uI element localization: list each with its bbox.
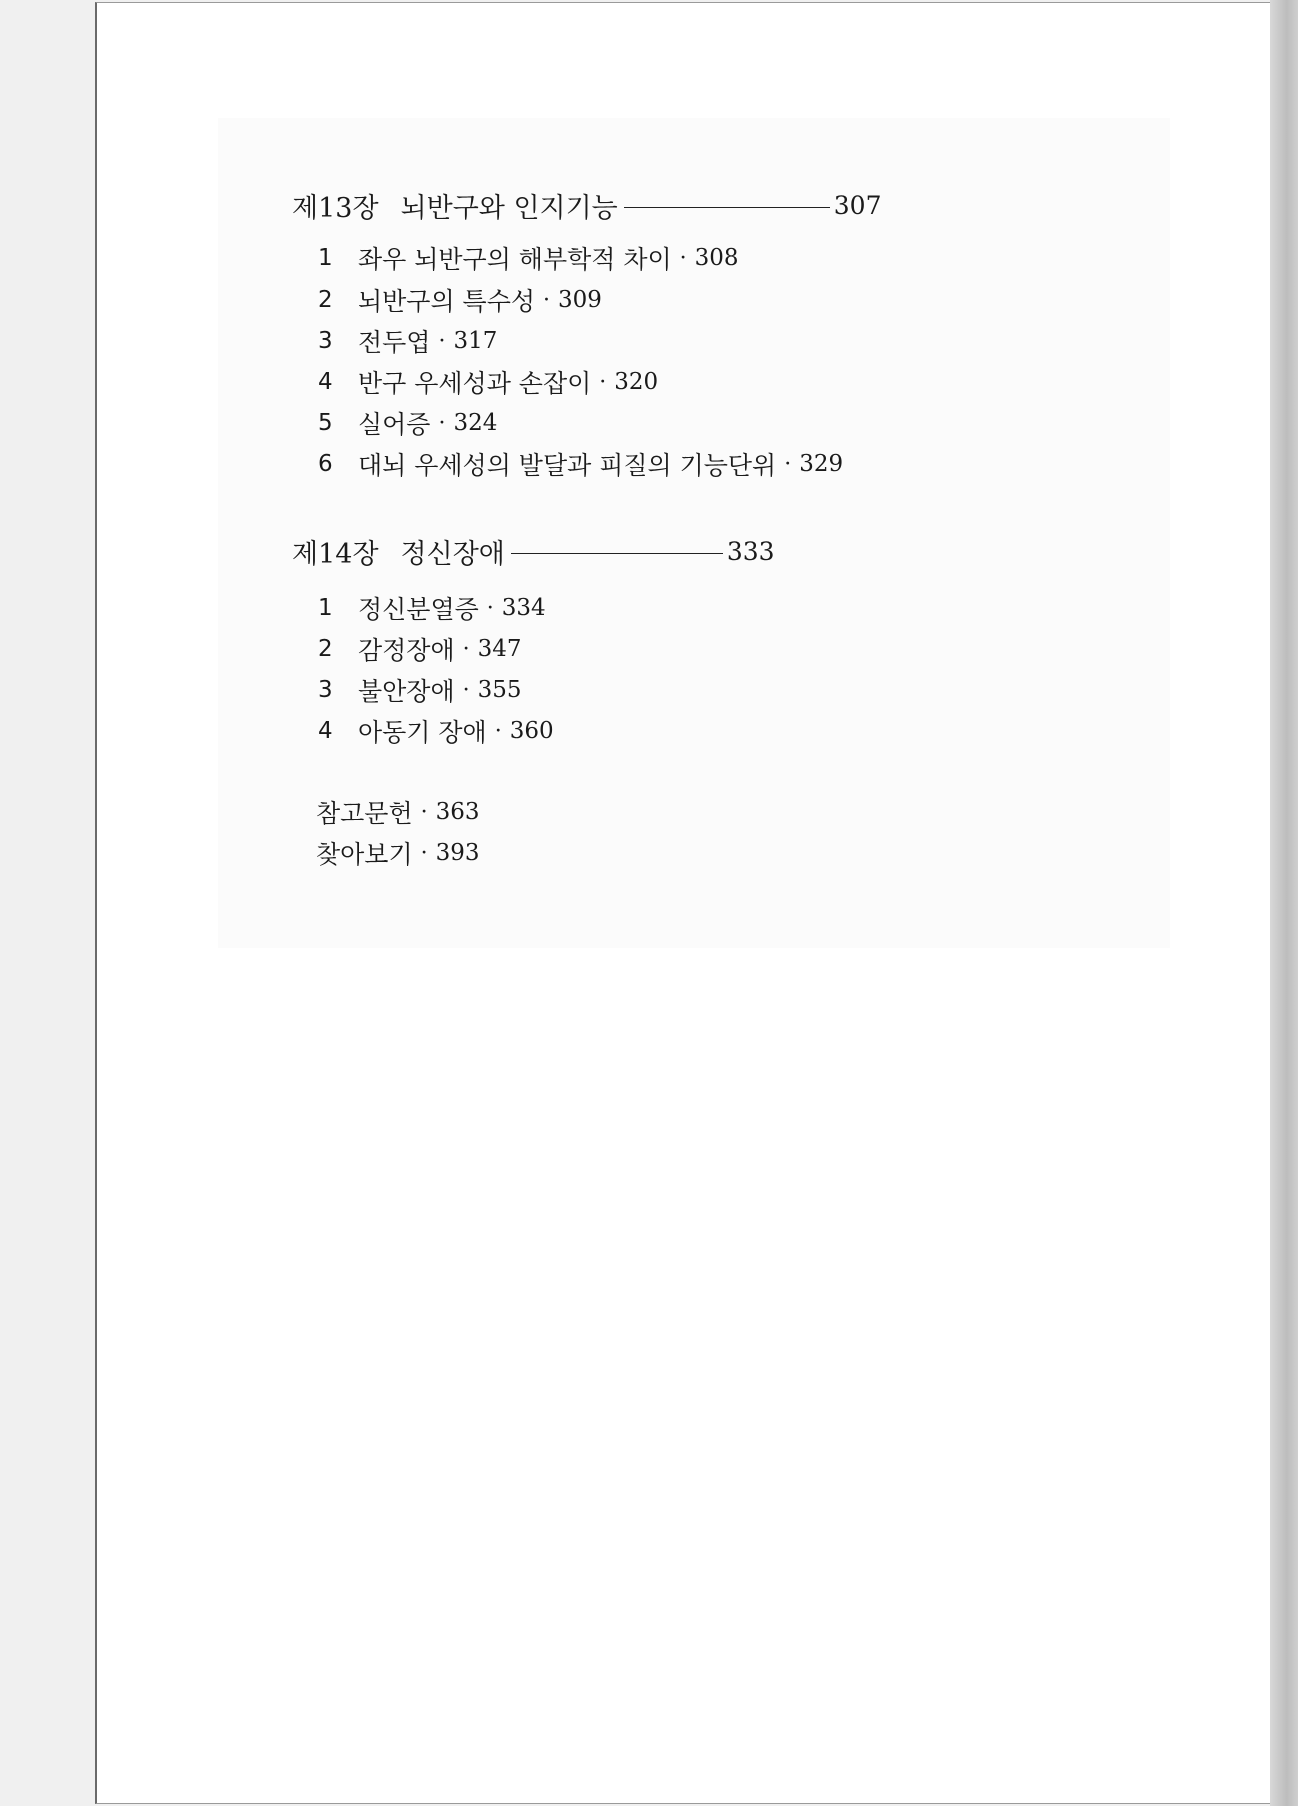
item-page: 355 [477,677,522,703]
item-title: 반구 우세성과 손잡이 [358,369,592,398]
separator-dot: · [438,410,446,436]
item-number: 4 [318,369,333,395]
separator-dot: · [438,328,446,354]
toc-item [318,405,497,441]
page-edge-shadow [1270,0,1298,1806]
item-title: 뇌반구의 특수성 [358,287,535,316]
leader-rule [624,207,830,208]
separator-dot: · [420,799,428,825]
item-number: 2 [318,636,333,662]
toc-item [318,631,522,667]
chapter-title: 뇌반구와 인지기능 [400,193,618,224]
separator-dot: · [486,595,494,621]
chapter-number: 제14장 [292,539,379,570]
toc-item [318,590,546,626]
item-page: 308 [694,245,739,271]
separator-dot: · [543,287,550,313]
item-number: 1 [318,595,333,621]
item-number: 5 [318,410,333,436]
separator-dot: · [462,636,470,662]
back-matter-page: 393 [435,840,480,866]
toc-item [318,446,843,482]
chapter-page: 307 [833,191,882,220]
toc-chapter-14 [292,532,775,571]
item-number: 1 [318,245,333,271]
item-number: 6 [318,451,333,477]
leader-rule [511,553,723,554]
item-title: 감정장애 [358,636,455,665]
toc-back-matter-index [316,835,480,871]
item-title: 대뇌 우세성의 발달과 피질의 기능단위 [358,451,777,480]
item-title: 전두엽 [358,328,431,357]
chapter-title: 정신장애 [400,539,505,570]
item-number: 4 [318,718,333,744]
separator-dot: · [462,677,470,703]
back-matter-title: 참고문헌 [316,799,413,828]
toc-back-matter-references [316,794,480,830]
separator-dot: · [599,369,607,395]
item-page: 324 [453,410,498,436]
item-page: 360 [509,718,554,744]
item-page: 320 [614,369,659,395]
back-matter-title: 찾아보기 [316,840,413,869]
toc-item [318,364,658,400]
chapter-number: 제13장 [292,193,379,224]
toc-chapter-13 [292,186,882,225]
item-page: 334 [501,595,546,621]
item-page: 309 [558,287,602,313]
item-number: 3 [318,677,333,703]
item-title: 정신분열증 [358,595,479,624]
item-number: 2 [318,287,333,313]
toc-item [318,323,497,359]
item-number: 3 [318,328,333,354]
toc-item [318,282,602,318]
item-title: 아동기 장애 [358,718,487,747]
toc-item [318,672,522,708]
item-title: 불안장애 [358,677,455,706]
item-title: 좌우 뇌반구의 해부학적 차이 [358,245,672,274]
item-page: 347 [477,636,522,662]
separator-dot: · [679,245,687,271]
back-matter-page: 363 [435,799,480,825]
toc-item [318,713,554,749]
item-page: 317 [453,328,498,354]
toc-item [318,240,739,276]
separator-dot: · [494,718,502,744]
separator-dot: · [784,451,792,477]
item-page: 329 [799,451,844,477]
separator-dot: · [420,840,428,866]
chapter-page: 333 [726,537,775,566]
item-title: 실어증 [358,410,431,439]
